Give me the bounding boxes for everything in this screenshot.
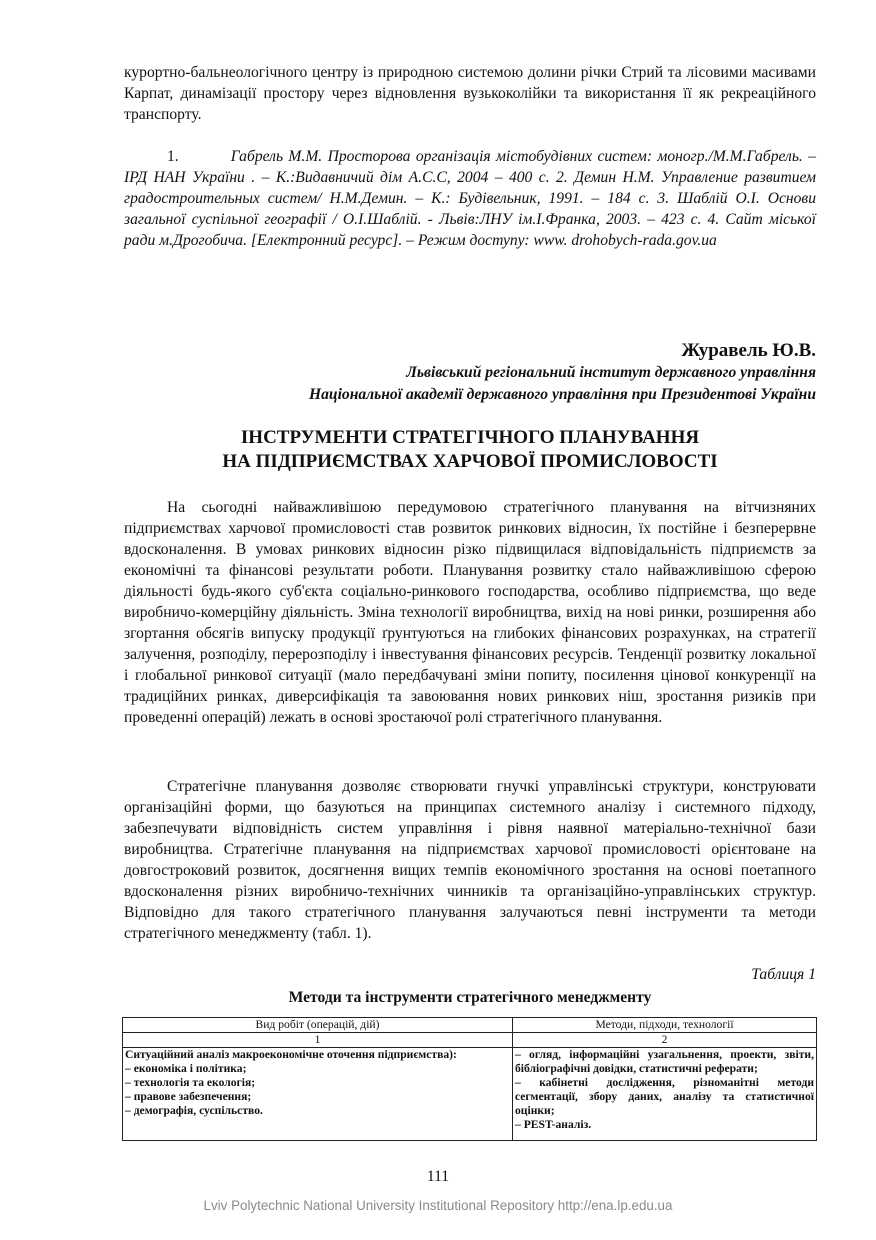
affiliation-line-2: Національної академії державного управління при Президентові України — [308, 386, 816, 403]
body-paragraph-2: Стратегічне планування дозволяє створювати гнучкі управлінські структури, конструювати організаційні форми, що базуються на принципах системного аналізу і системного підходу, забезпечувати відповідність систем управління і рівня наявної матеріально-технічної бази виробництва. Стратегічне планування на підприємствах харчової промисловості орієнтоване на довгостроковий розвиток, досягнення вищих темпів економічного зростання на основі поетапного вдосконалення різних виробничо-технічних чинників та організаційно-управлінських структур. Відповідно для такого стратегічного планування залучаються певні інструменти та методи стратегічного менеджменту (табл. 1). — [124, 778, 816, 942]
table-cell-methods — [513, 1048, 817, 1141]
cell-line: – демографія, суспільство. — [125, 1104, 263, 1117]
table-column-number: 2 — [513, 1033, 817, 1048]
table-column-number: 1 — [123, 1033, 513, 1048]
author-name: Журавель Ю.В. — [681, 340, 816, 361]
page-number: 111 — [426, 1168, 450, 1185]
article-title-line-2: НА ПІДПРИЄМСТВАХ ХАРЧОВОЇ ПРОМИСЛОВОСТІ — [222, 451, 718, 472]
cell-line: – економіка і політика; — [125, 1062, 247, 1075]
table-row — [123, 1048, 817, 1141]
table-header-cell: Методи, підходи, технології — [513, 1018, 817, 1033]
references-text: Габрель М.М. Просторова організація містобудівних систем: моногр./М.М.Габрель. – ІРД НАН України . – К.:Видавничий дім А.С.С, 2004 – 400 с. 2. Демин Н.М. Управление развитием градостроительных систем/ Н.М.Демин. – К.: Будівельник, 1991. – 184 с. 3. Шаблій О.І. Основи загальної суспільної географії / О.І.Шаблій. - Львів:ЛНУ ім.І.Франка, 2003. – 423 с. 4. Сайт міської ради м.Дрогобича. [Електронний ресурс]. – Режим доступу: www. drohobych-rada.gov.ua — [124, 148, 816, 249]
article-title — [124, 426, 816, 474]
cell-line: Ситуаційний аналіз макроекономічне оточення підприємства): — [125, 1048, 457, 1061]
repository-footer: Lviv Polytechnic National University Institutional Repository http://ena.lp.edu.ua — [203, 1198, 673, 1213]
table-header-cell: Вид робіт (операцій, дій) — [123, 1018, 513, 1033]
intro-paragraph: курортно-бальнеологічного центру із природною системою долини річки Стрий та лісовими масивами Карпат, динамізації простору через відновлення вузькоколійки та використання її як рекреаційного транспорту. — [124, 64, 816, 123]
cell-line: – правове забезпечення; — [125, 1090, 252, 1103]
methods-table — [122, 1017, 817, 1141]
body-paragraph-1: На сьогодні найважливішою передумовою стратегічного планування на вітчизняних підприємствах харчової промисловості став розвиток ринкових відносин, їх постійне і безперервне вдосконалення. В умовах ринкових відносин різко підвищилася відповідальність підприємств за економічні та фінансові результати роботи. Планування розвитку стало найважливішою сферою діяльності будь-якого суб'єкта соціально-ринкового господарства, особливо підприємства, що веде виробничо-комерційну діяльність. Зміна технології виробництва, вихід на нові ринки, розширення або згортання обсягів випуску продукції ґрунтуються на глибоких фінансових розрахунках, на стратегії залучення, розподілу, перерозподілу і інвестування фінансових ресурсів. Тенденції розвитку локальної і глобальної ринкової ситуації (мало передбачувані зміни попиту, посилення цінової конкуренції на традиційних ринках, диверсифікація та завоювання нових ринкових ніш, зростання ризиків при проведенні операцій) лежать в основі зростаючої ролі стратегічного планування. — [124, 499, 816, 726]
reference-number: 1. — [167, 148, 179, 165]
references-list — [124, 146, 816, 251]
cell-line: – кабінетні дослідження, різноманітні методи сегментації, збору даних, аналізу та статистичної оцінки; — [515, 1076, 814, 1117]
article-title-line-1: ІНСТРУМЕНТИ СТРАТЕГІЧНОГО ПЛАНУВАННЯ — [240, 427, 700, 448]
table-label: Таблиця 1 — [751, 966, 816, 983]
table-column-number-row — [123, 1033, 817, 1048]
affiliation-line-1: Львівський регіональний інститут державного управління — [406, 364, 816, 381]
table-header-row — [123, 1018, 817, 1033]
table-cell-work-type — [123, 1048, 513, 1141]
table-title: Методи та інструменти стратегічного менеджменту — [288, 989, 652, 1006]
cell-line: – технологія та екологія; — [125, 1076, 256, 1089]
cell-line: – PEST-аналіз. — [515, 1118, 592, 1131]
cell-line: – огляд, інформаційні узагальнення, проекти, звіти, бібліографічні довідки, статистичні реферати; — [515, 1048, 814, 1075]
